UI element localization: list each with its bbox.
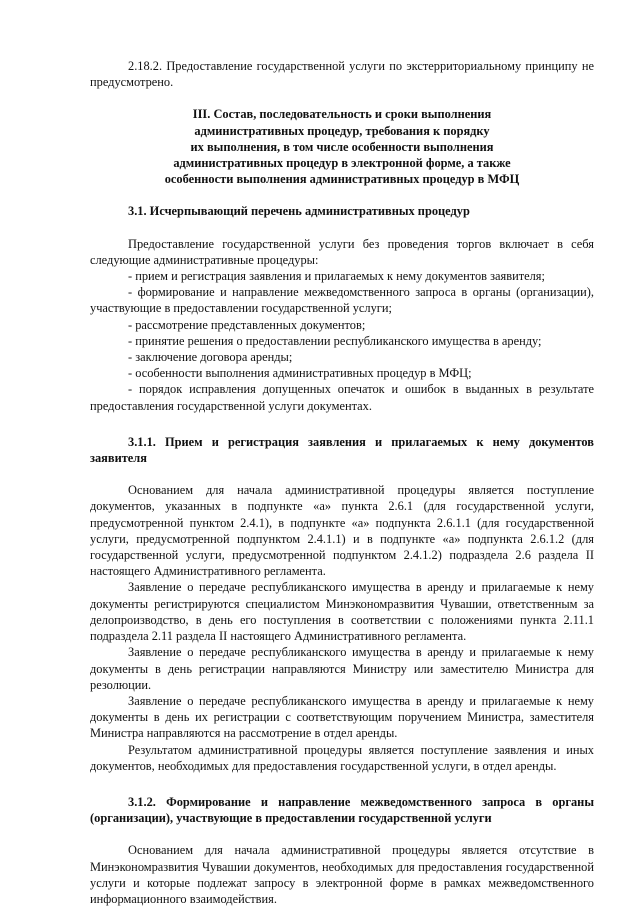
list-item: - формирование и направление межведомственного запроса в органы (организации), участвующие в предоставлении государственной услуги; — [90, 285, 594, 316]
heading-3-1-1: 3.1.1. Прием и регистрация заявления и прилагаемых к нему документов заявителя — [90, 434, 594, 466]
list-item: - прием и регистрация заявления и прилагаемых к нему документов заявителя; — [128, 269, 545, 284]
paragraph: Заявление о передаче республиканского имущества в аренду и прилагаемые к нему документы в день их регистрации с соответствующим поручением Министра, заместителя Министра направляются на рассмотрение в отдел аренды. — [90, 693, 594, 741]
section-3-heading — [90, 106, 594, 187]
paragraph: Основанием для начала административной процедуры является поступление документов, указанных в подпункте «а» пункта 2.6.1 (для государственной услуги, предусмотренной пунктом 2.4.1), в подпункте «а» подпункта 2.6.1.1 (для государственной услуги, предусмотренной подпунктом 2.4.1.1) и в подпункте «а» подпункта 2.6.1.2 (для государственной услуги, предусмотренной подпунктом 2.4.1.2) подраздела 2.6 раздела II настоящего Административного регламента. — [90, 483, 594, 579]
paragraph: Результатом административной процедуры является поступление заявления и иных документов, необходимых для предоставления государственной услуги, в отдел аренды. — [90, 742, 594, 773]
list-item: - порядок исправления допущенных опечаток и ошибок в выданных в результате предоставления государственной услуги документах. — [90, 382, 594, 413]
list-item: - рассмотрение представленных документов; — [128, 317, 366, 332]
list-item: - особенности выполнения административных процедур в МФЦ; — [128, 366, 472, 381]
paragraph-2-18-2: 2.18.2. Предоставление государственной услуги по экстерриториальному принципу не предусмотрено. — [90, 59, 594, 90]
list-item: - принятие решения о предоставлении республиканского имущества в аренду; — [128, 333, 542, 348]
list-item: - заключение договора аренды; — [128, 350, 293, 365]
document-body — [90, 58, 594, 907]
intro-3-1: Предоставление государственной услуги без проведения торгов включает в себя следующие административные процедуры: — [90, 236, 594, 267]
section-3-heading-line: административных процедур, требования к порядку — [194, 123, 490, 138]
paragraph: Заявление о передаче республиканского имущества в аренду и прилагаемые к нему документы регистрируются специалистом Минэкономразвития Чувашии, ответственным за делопроизводство, в день его поступления в соответствии с положениями пункта 2.11.1 подраздела 2.11 раздела II настоящего Административного регламента. — [90, 580, 594, 644]
paragraph-3-1-2: Основанием для начала административной процедуры является отсутствие в Минэкономразвития Чувашии документов, необходимых для предоставления государственной услуги и которые подлежат запросу в электронной форме в рамках межведомственного информационного взаимодействия. — [90, 843, 594, 906]
section-3-heading-line: их выполнения, в том числе особенности выполнения — [190, 139, 494, 154]
paragraph: Заявление о передаче республиканского имущества в аренду и прилагаемые к нему документы в день регистрации направляются Министру или заместителю Министра для резолюции. — [90, 645, 594, 692]
section-3-heading-line: административных процедур в электронной форме, а также — [173, 156, 511, 171]
section-3-heading-line: особенности выполнения административных процедур в МФЦ — [164, 172, 520, 187]
section-3-heading-line: III. Состав, последовательность и сроки выполнения — [192, 107, 492, 122]
heading-3-1: 3.1. Исчерпывающий перечень административных процедур — [128, 204, 470, 219]
heading-3-1-2: 3.1.2. Формирование и направление межведомственного запроса в органы (организации), участвующие в предоставлении государственной услуги — [90, 794, 594, 826]
